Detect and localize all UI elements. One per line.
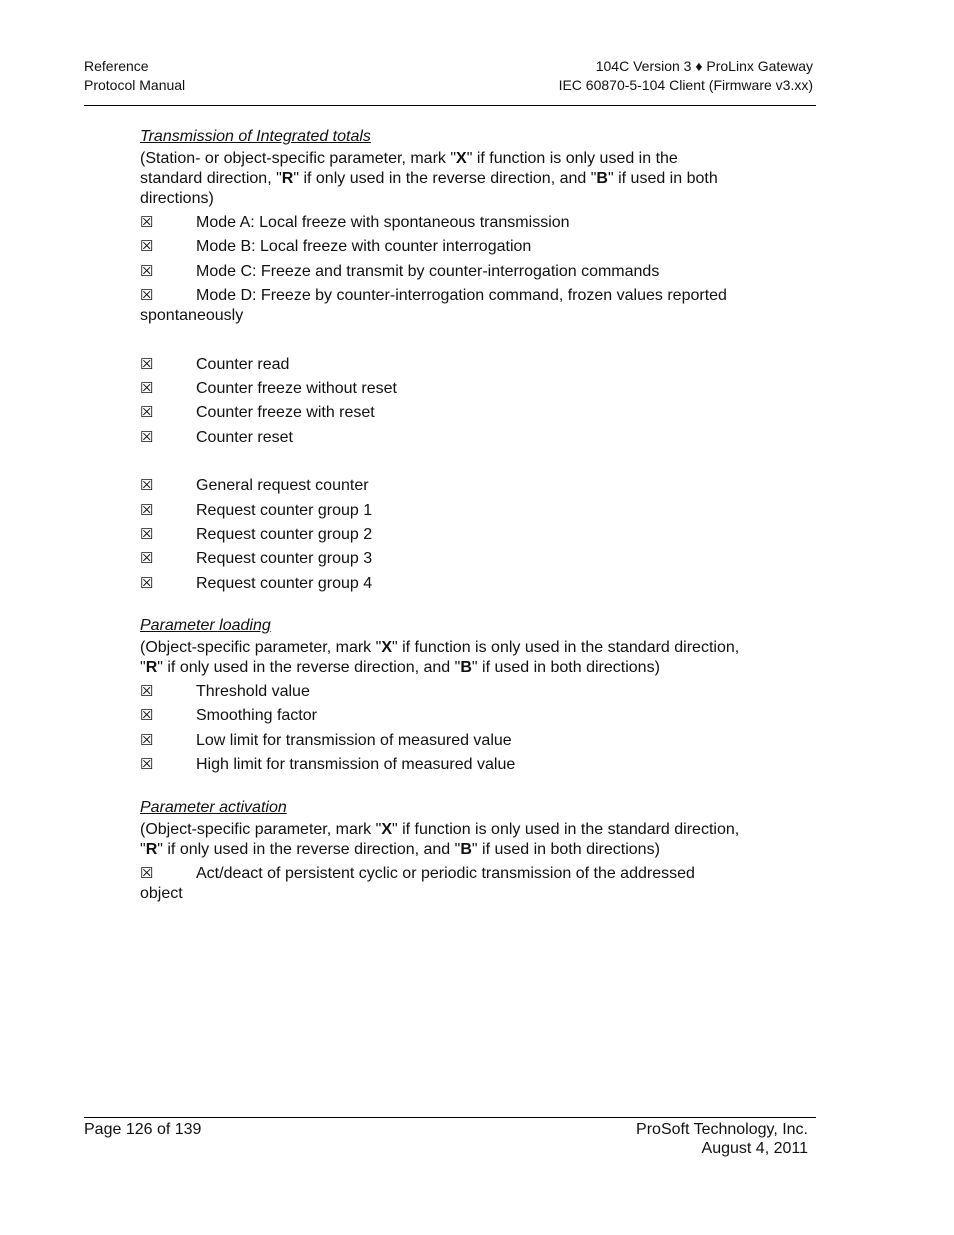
header-rule <box>84 105 816 106</box>
checkbox-checked-icon: ☒ <box>140 428 154 446</box>
footer-date: August 4, 2011 <box>701 1140 808 1157</box>
list-item <box>140 731 740 751</box>
list-item <box>140 237 740 257</box>
checkbox-checked-icon: ☒ <box>140 404 154 422</box>
item-label: Mode D: Freeze by counter-interrogation command, frozen values reported spontaneously <box>140 287 727 325</box>
item-label: High limit for transmission of measured value <box>196 756 516 774</box>
list-item <box>140 403 740 423</box>
list-item <box>140 501 740 521</box>
list-item <box>140 549 740 569</box>
list-item <box>140 428 740 448</box>
spacer <box>140 331 740 355</box>
section-heading-parameter-activation: Parameter activation <box>140 798 287 816</box>
checkbox-checked-icon: ☒ <box>140 238 154 256</box>
footer-page-number: Page 126 of 139 <box>84 1121 202 1138</box>
section-heading-parameter-loading: Parameter loading <box>140 617 271 635</box>
header-right <box>559 57 813 95</box>
checkbox-checked-icon: ☒ <box>140 574 154 592</box>
checkbox-checked-icon: ☒ <box>140 683 154 701</box>
checkbox-checked-icon: ☒ <box>140 379 154 397</box>
checkbox-checked-icon: ☒ <box>140 756 154 774</box>
list-item <box>140 706 740 726</box>
footer-rule <box>84 1117 816 1118</box>
section-description-parameter-loading: (Object-specific parameter, mark "X" if function is only used in the standard direction, "R" if only used in the reverse direction, and "B" if used in both directions) <box>140 639 740 677</box>
list-item <box>140 213 740 233</box>
checkbox-checked-icon: ☒ <box>140 477 154 495</box>
footer-right <box>636 1120 808 1158</box>
section-heading-integrated-totals: Transmission of Integrated totals <box>140 128 371 145</box>
checkbox-checked-icon: ☒ <box>140 550 154 568</box>
item-label: Counter freeze without reset <box>196 379 397 397</box>
checkbox-checked-icon: ☒ <box>140 525 154 543</box>
item-label: Counter read <box>196 355 290 373</box>
checkbox-checked-icon: ☒ <box>140 262 154 280</box>
item-label: Counter reset <box>196 428 293 446</box>
header-left <box>84 57 185 95</box>
item-label: Smoothing factor <box>196 707 317 725</box>
list-item <box>140 476 740 496</box>
item-label: Request counter group 1 <box>196 501 373 519</box>
list-item <box>140 755 740 775</box>
item-label: Request counter group 2 <box>196 525 373 543</box>
list-item <box>140 355 740 375</box>
checkbox-checked-icon: ☒ <box>140 864 154 882</box>
list-item <box>140 525 740 545</box>
list-item <box>140 379 740 399</box>
header-protocol: IEC 60870-5-104 Client (Firmware v3.xx) <box>558 77 813 93</box>
checkbox-checked-icon: ☒ <box>140 355 154 373</box>
section-description-parameter-activation: (Object-specific parameter, mark "X" if function is only used in the standard direction, "R" if only used in the reverse direction, and "B" if used in both directions) <box>140 820 740 858</box>
item-label: Act/deact of persistent cyclic or periodic transmission of the addressed object <box>140 864 695 902</box>
item-label: Counter freeze with reset <box>196 404 375 422</box>
checkbox-checked-icon: ☒ <box>140 287 154 305</box>
item-label: Mode C: Freeze and transmit by counter-interrogation commands <box>196 262 660 280</box>
item-label: Mode B: Local freeze with counter interrogation <box>196 238 532 256</box>
checkbox-checked-icon: ☒ <box>140 214 154 231</box>
list-item <box>140 574 740 594</box>
item-label: Request counter group 4 <box>196 574 373 592</box>
page-content <box>140 125 740 908</box>
list-item <box>140 682 740 702</box>
spacer <box>140 598 740 614</box>
list-item <box>140 286 740 326</box>
item-label: Request counter group 3 <box>196 550 373 568</box>
header-product: 104C Version 3 ♦ ProLinx Gateway <box>595 58 813 74</box>
item-label: General request counter <box>196 477 369 495</box>
section-description-integrated-totals: (Station- or object-specific parameter, mark "X" if function is only used in the standard direction, "R" if only used in the reverse direction, and "B" if used in both directions) <box>140 150 718 207</box>
checkbox-checked-icon: ☒ <box>140 707 154 725</box>
checkbox-checked-icon: ☒ <box>140 731 154 749</box>
footer-company: ProSoft Technology, Inc. <box>636 1121 808 1138</box>
header-manual: Protocol Manual <box>84 77 186 93</box>
item-label: Mode A: Local freeze with spontaneous transmission <box>196 214 570 231</box>
item-label: Low limit for transmission of measured value <box>196 731 512 749</box>
list-item <box>140 262 740 282</box>
item-label: Threshold value <box>196 683 310 701</box>
spacer <box>140 780 740 796</box>
list-item <box>140 864 740 904</box>
spacer <box>140 452 740 476</box>
header-section: Reference <box>84 58 149 74</box>
checkbox-checked-icon: ☒ <box>140 501 154 519</box>
